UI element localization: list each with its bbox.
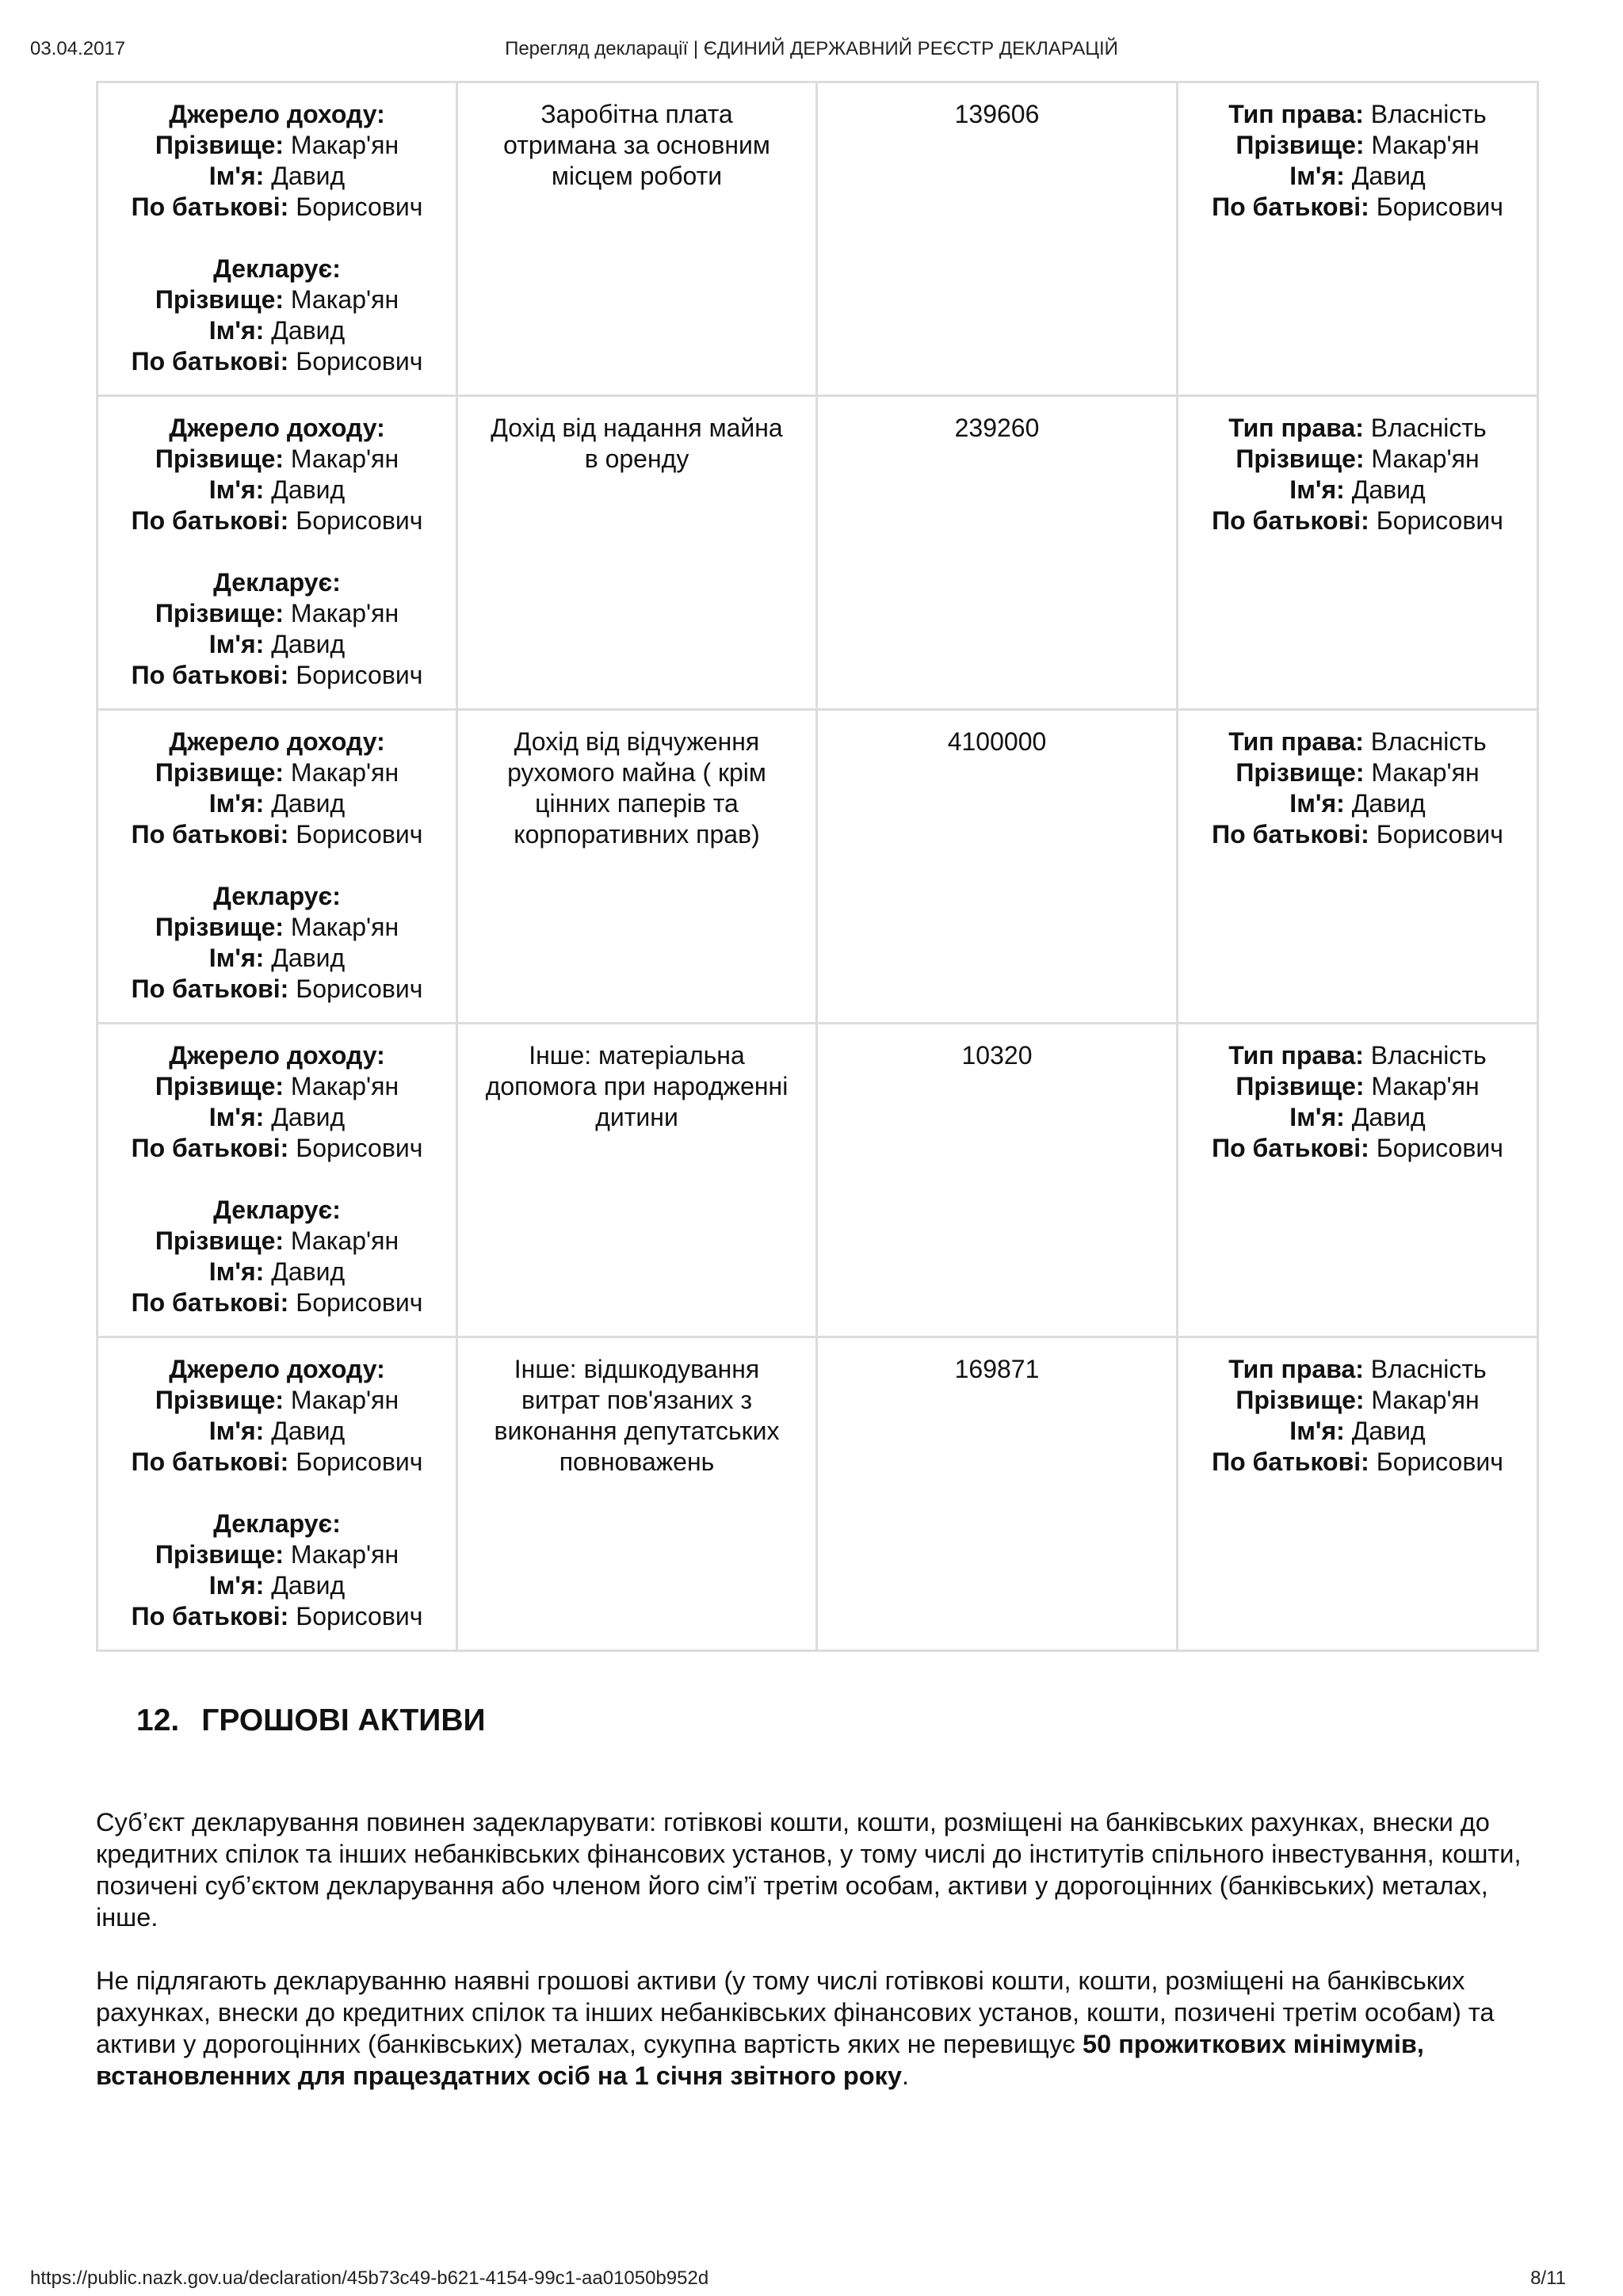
page-url: https://public.nazk.gov.ua/declaration/45b73c49-b621-4154-99c1-aa01050b952d [30, 2267, 709, 2289]
income-type-line: рухомого майна ( крім [507, 758, 766, 787]
field-value: Борисович [1376, 1447, 1503, 1476]
field-label: Ім'я: [1289, 1103, 1345, 1131]
field-value: Борисович [296, 1447, 423, 1476]
field-value: Макар'ян [1371, 1072, 1480, 1100]
field-label: Прізвище: [1235, 1386, 1365, 1414]
income-type-line: виконання депутатських [494, 1417, 780, 1445]
field-label: По батькові: [131, 193, 289, 221]
right-cell [1178, 396, 1538, 710]
paragraph-2-text: Не підлягають декларуванню наявні грошові активи (у тому числі готівкові кошти, кошти, розміщені на банківських рахунках, внески до кредитних спілок та інших небанківських фінансових установ, кошти, позичені третім особам) та активи у дорогоцінних (банківських) металах, сукупна вартість яких не перевищує [96, 1966, 1495, 2058]
source-name [108, 1416, 446, 1447]
field-label: Ім'я: [208, 1571, 265, 1600]
field-label: Прізвище: [1235, 131, 1365, 159]
right-type [1188, 1040, 1527, 1071]
declarant-name [108, 1570, 446, 1601]
field-label: Ім'я: [1289, 162, 1345, 190]
right-patronymic [1188, 192, 1527, 223]
field-label: По батькові: [131, 506, 289, 535]
page-number: 8/11 [1530, 2267, 1566, 2289]
right-type [1188, 413, 1527, 444]
right-patronymic [1188, 505, 1527, 536]
source-patronymic [108, 1133, 446, 1164]
field-value: Борисович [296, 1288, 423, 1317]
income-type-line: Інше: відшкодування [514, 1355, 760, 1383]
field-label: Ім'я: [1289, 789, 1345, 818]
spacer [108, 1164, 446, 1195]
field-value: Власність [1370, 1355, 1487, 1383]
field-value: Борисович [296, 347, 423, 376]
field-value: Макар'ян [290, 758, 399, 787]
declarant-name [108, 1257, 446, 1287]
declarant-surname [108, 598, 446, 629]
source-heading: Джерело доходу: [169, 414, 385, 442]
income-type-line: Заробітна плата [540, 100, 733, 128]
income-type-line: Інше: матеріальна [529, 1041, 745, 1070]
amount-cell [817, 82, 1178, 396]
field-value: Борисович [1376, 506, 1503, 535]
field-label: Тип права: [1228, 100, 1364, 128]
field-value: Власність [1370, 727, 1487, 756]
field-label: По батькові: [131, 1134, 289, 1162]
table-row [97, 82, 1538, 396]
field-label: Прізвище: [155, 1226, 285, 1255]
declarant-heading: Декларує: [213, 1509, 341, 1538]
table-row [97, 710, 1538, 1024]
field-value: Борисович [296, 1134, 423, 1162]
income-amount: 169871 [954, 1355, 1040, 1383]
right-type [1188, 727, 1527, 757]
income-table-body [97, 82, 1538, 1651]
field-value: Давид [1351, 1103, 1426, 1131]
field-value: Борисович [296, 820, 423, 849]
income-type-line: отримана за основним [503, 131, 770, 159]
source-heading: Джерело доходу: [169, 100, 385, 128]
declarant-name [108, 943, 446, 974]
field-value: Борисович [1376, 1134, 1503, 1162]
field-value: Макар'ян [290, 599, 399, 627]
field-label: Прізвище: [1235, 758, 1365, 787]
spacer [108, 536, 446, 567]
source-surname [108, 444, 446, 475]
field-label: Ім'я: [208, 789, 265, 818]
field-value: Давид [1351, 1417, 1426, 1445]
income-type-line: дитини [595, 1103, 678, 1131]
right-type [1188, 1354, 1527, 1385]
source-surname [108, 1385, 446, 1416]
source-name [108, 788, 446, 819]
amount-cell [817, 1024, 1178, 1337]
field-value: Борисович [296, 506, 423, 535]
field-label: Прізвище: [1235, 1072, 1365, 1100]
income-type-cell [457, 1024, 817, 1337]
right-name [1188, 1416, 1527, 1447]
declarant-name [108, 315, 446, 346]
source-surname [108, 130, 446, 161]
income-type-line: Дохід від надання майна [491, 414, 783, 442]
source-patronymic [108, 505, 446, 536]
field-value: Макар'ян [290, 131, 399, 159]
right-cell [1178, 1337, 1538, 1651]
field-label: По батькові: [131, 1602, 289, 1630]
declarant-heading: Декларує: [213, 254, 341, 283]
income-amount: 4100000 [947, 727, 1047, 756]
right-surname [1188, 1071, 1527, 1102]
right-surname [1188, 1385, 1527, 1416]
field-value: Власність [1370, 1041, 1487, 1070]
right-patronymic [1188, 1133, 1527, 1164]
table-row [97, 1024, 1538, 1337]
spacer [108, 1478, 446, 1508]
source-surname [108, 757, 446, 788]
right-surname [1188, 757, 1527, 788]
field-value: Макар'ян [1371, 1386, 1480, 1414]
field-label: Ім'я: [208, 630, 265, 658]
right-surname [1188, 444, 1527, 475]
field-label: Прізвище: [155, 285, 285, 314]
field-label: Прізвище: [155, 131, 285, 159]
field-value: Борисович [296, 1602, 423, 1630]
field-label: Ім'я: [208, 162, 265, 190]
field-label: Ім'я: [1289, 475, 1345, 504]
field-value: Макар'ян [290, 285, 399, 314]
income-amount: 139606 [954, 100, 1040, 128]
field-value: Борисович [296, 974, 423, 1003]
right-cell [1178, 710, 1538, 1024]
income-type-line: допомога при народженні [485, 1072, 789, 1100]
field-value: Макар'ян [290, 444, 399, 473]
income-type-line: витрат пов'язаних з [521, 1386, 753, 1414]
section-paragraph-2 [96, 1965, 1554, 2092]
spacer [108, 850, 446, 881]
field-value: Власність [1370, 414, 1487, 442]
field-value: Давид [271, 316, 346, 345]
source-patronymic [108, 1447, 446, 1478]
income-type-cell [457, 1337, 817, 1651]
income-table [96, 81, 1539, 1652]
right-cell [1178, 82, 1538, 396]
paragraph-2-end: . [901, 2061, 909, 2090]
declarant-patronymic [108, 346, 446, 377]
right-type [1188, 99, 1527, 130]
amount-cell [817, 396, 1178, 710]
income-type-cell [457, 396, 817, 710]
field-value: Макар'ян [290, 1072, 399, 1100]
income-type-line: корпоративних прав) [514, 820, 760, 849]
field-label: По батькові: [131, 1288, 289, 1317]
source-patronymic [108, 192, 446, 223]
field-label: Ім'я: [208, 475, 265, 504]
income-type-line: повноважень [559, 1447, 715, 1476]
source-heading: Джерело доходу: [169, 1041, 385, 1070]
section-paragraph-1: Суб’єкт декларування повинен задекларувати: готівкові кошти, кошти, розміщені на банківських рахунках, внески до кредитних спілок та інших небанківських фінансових установ, у тому числі до інститутів спільного інвестування, кошти, позичені суб’єктом декларування або членом його сім’ї третім особам, активи у дорогоцінних (банківських) металах, інше. [96, 1808, 1522, 1932]
source-surname [108, 1071, 446, 1102]
field-label: Тип права: [1228, 1355, 1364, 1383]
person-cell [97, 396, 457, 710]
field-value: Давид [271, 789, 346, 818]
table-row [97, 1337, 1538, 1651]
field-value: Давид [271, 162, 346, 190]
field-value: Давид [271, 630, 346, 658]
field-value: Власність [1370, 100, 1487, 128]
source-name [108, 475, 446, 505]
source-name [108, 1102, 446, 1133]
source-heading: Джерело доходу: [169, 727, 385, 756]
field-value: Макар'ян [290, 1226, 399, 1255]
field-label: По батькові: [131, 820, 289, 849]
field-label: Ім'я: [208, 316, 265, 345]
print-header [0, 0, 1623, 57]
income-type-line: Дохід від відчуження [514, 727, 760, 756]
declarant-patronymic [108, 1287, 446, 1318]
income-type-cell [457, 710, 817, 1024]
field-label: Ім'я: [208, 1103, 265, 1131]
field-label: Прізвище: [155, 1386, 285, 1414]
field-label: Тип права: [1228, 1041, 1364, 1070]
amount-cell [817, 710, 1178, 1024]
income-amount: 10320 [961, 1041, 1033, 1070]
field-label: По батькові: [1212, 506, 1369, 535]
field-value: Борисович [1376, 193, 1503, 221]
right-surname [1188, 130, 1527, 161]
field-label: Ім'я: [208, 944, 265, 972]
income-type-line: місцем роботи [551, 162, 723, 190]
field-label: Прізвище: [1235, 444, 1365, 473]
income-amount: 239260 [954, 414, 1040, 442]
field-label: По батькові: [1212, 1447, 1369, 1476]
source-patronymic [108, 819, 446, 850]
field-value: Макар'ян [1371, 758, 1480, 787]
right-name [1188, 1102, 1527, 1133]
field-value: Макар'ян [1371, 444, 1480, 473]
declarant-surname [108, 912, 446, 943]
section-number: 12. [136, 1703, 180, 1737]
field-label: Прізвище: [155, 913, 285, 941]
field-label: Ім'я: [208, 1417, 265, 1445]
declarant-patronymic [108, 660, 446, 691]
person-cell [97, 710, 457, 1024]
paragraph-2-bold: 50 прожиткових мінімумів, встановленних для працездатних осіб на 1 січня звітного року [96, 2030, 1424, 2090]
field-value: Давид [271, 1571, 346, 1600]
field-label: Тип права: [1228, 414, 1364, 442]
field-label: Ім'я: [1289, 1417, 1345, 1445]
field-label: По батькові: [131, 661, 289, 689]
right-name [1188, 161, 1527, 192]
source-name [108, 161, 446, 192]
income-type-line: в оренду [584, 444, 689, 473]
field-value: Давид [1351, 789, 1426, 818]
spacer [108, 223, 446, 254]
field-label: По батькові: [1212, 820, 1369, 849]
field-label: Прізвище: [155, 1072, 285, 1100]
field-value: Макар'ян [290, 913, 399, 941]
person-cell [97, 1024, 457, 1337]
declarant-surname [108, 284, 446, 315]
right-name [1188, 788, 1527, 819]
declarant-heading: Декларує: [213, 1196, 341, 1224]
field-value: Давид [271, 944, 346, 972]
declarant-surname [108, 1226, 446, 1257]
right-cell [1178, 1024, 1538, 1337]
field-label: Прізвище: [155, 444, 285, 473]
amount-cell [817, 1337, 1178, 1651]
field-label: Прізвище: [155, 599, 285, 627]
field-value: Макар'ян [290, 1540, 399, 1569]
declarant-patronymic [108, 974, 446, 1005]
field-label: Прізвище: [155, 758, 285, 787]
declarant-heading: Декларує: [213, 882, 341, 910]
field-label: По батькові: [1212, 193, 1369, 221]
field-label: Прізвище: [155, 1540, 285, 1569]
print-date: 03.04.2017 [30, 38, 126, 59]
field-value: Борисович [296, 661, 423, 689]
field-label: По батькові: [131, 974, 289, 1003]
person-cell [97, 82, 457, 396]
field-value: Давид [1351, 475, 1426, 504]
person-cell [97, 1337, 457, 1651]
field-value: Борисович [1376, 820, 1503, 849]
source-heading: Джерело доходу: [169, 1355, 385, 1383]
declarant-patronymic [108, 1601, 446, 1632]
field-value: Давид [271, 1257, 346, 1286]
declarant-heading: Декларує: [213, 568, 341, 597]
section-heading [136, 1703, 486, 1738]
field-value: Давид [271, 1103, 346, 1131]
field-value: Макар'ян [1371, 131, 1480, 159]
table-row [97, 396, 1538, 710]
field-value: Давид [271, 475, 346, 504]
print-title: Перегляд декларації | ЄДИНИЙ ДЕРЖАВНИЙ РЕЄСТР ДЕКЛАРАЦІЙ [505, 38, 1118, 59]
field-label: По батькові: [1212, 1134, 1369, 1162]
income-type-line: цінних паперів та [535, 789, 739, 818]
field-label: Ім'я: [208, 1257, 265, 1286]
field-value: Макар'ян [290, 1386, 399, 1414]
field-value: Давид [271, 1417, 346, 1445]
section-title: ГРОШОВІ АКТИВИ [201, 1703, 486, 1737]
right-name [1188, 475, 1527, 505]
field-label: Тип права: [1228, 727, 1364, 756]
field-label: По батькові: [131, 347, 289, 376]
right-patronymic [1188, 1447, 1527, 1478]
field-value: Давид [1351, 162, 1426, 190]
field-label: По батькові: [131, 1447, 289, 1476]
income-type-cell [457, 82, 817, 396]
field-value: Борисович [296, 193, 423, 221]
right-patronymic [1188, 819, 1527, 850]
declarant-surname [108, 1539, 446, 1570]
declarant-name [108, 629, 446, 660]
